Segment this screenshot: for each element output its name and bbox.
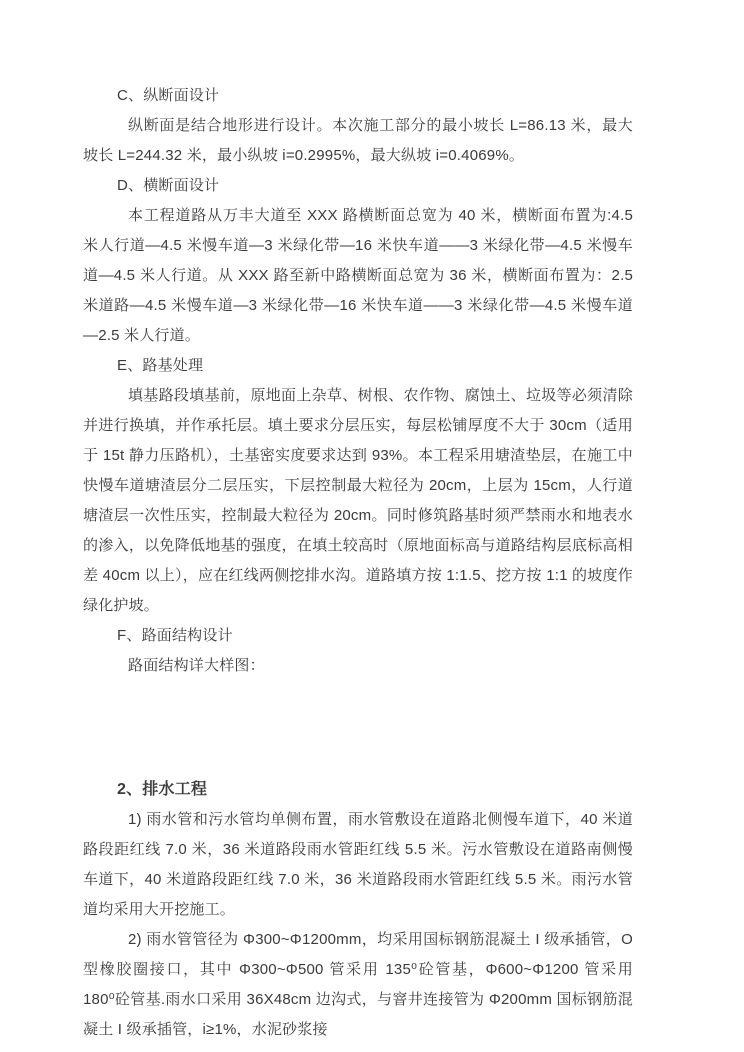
section-heading-cross-section-design: D、横断面设计: [117, 177, 220, 194]
paragraph-drainage-item-2: 2) 雨水管管径为 Φ300~Φ1200mm，均采用国标钢筋混凝土 I 级承插管，O 型橡胶圈接口，其中 Φ300~Φ500 管采用 135⁰砼管基，Φ600~Φ1200 管采用 180⁰砼管基.雨水口采用 36X48cm 边沟式，与窨井连接管为 Φ200mm 国标钢筋混凝土 I 级承插管，i≥1%，水泥砂浆接: [83, 931, 633, 1038]
section-heading-longitudinal-design: C、纵断面设计: [117, 87, 220, 104]
paragraph-subgrade-treatment: 填基路段填基前，原地面上杂草、树根、农作物、腐蚀土、垃圾等必须清除并进行换填，并作承托层。填土要求分层压实，每层松铺厚度不大于 30cm（适用于 15t 静力压路机），土基密实度要求达到 93%。本工程采用塘渣垫层，在施工中快慢车道塘渣层分二层压实，下层控制最大粒径为 20cm，上层为 15cm，人行道塘渣层一次性压实，控制最大粒径为 20cm。同时修筑路基时须严禁雨水和地表水的渗入，以免降低地基的强度，在填土较高时（原地面标高与道路结构层底标高相差 40cm 以上），应在红线两侧挖排水沟。道路填方按 1:1.5、挖方按 1:1 的坡度作绿化护坡。: [83, 387, 633, 614]
section-heading-drainage-works: 2、排水工程: [117, 781, 208, 798]
paragraph-longitudinal-design: 纵断面是结合地形进行设计。本次施工部分的最小坡长 L=86.13 米，最大坡长 L=244.32 米，最小纵坡 i=0.2995%，最大纵坡 i=0.4069%。: [83, 117, 633, 164]
section-heading-subgrade-treatment: E、路基处理: [117, 357, 204, 374]
section-heading-pavement-structure-design: F、路面结构设计: [117, 627, 233, 644]
paragraph-pavement-structure-note: 路面结构详大样图：: [128, 657, 265, 674]
paragraph-drainage-item-1: 1) 雨水管和污水管均单侧布置，雨水管敷设在道路北侧慢车道下，40 米道路段距红线 7.0 米，36 米道路段雨水管距红线 5.5 米。污水管敷设在道路南侧慢车道下，40 米道路段距红线 7.0 米，36 米道路段雨水管距红线 5.5 米。雨污水管道均采用大开挖施工。: [83, 811, 633, 918]
document-body: [83, 81, 633, 1045]
paragraph-cross-section-design: 本工程道路从万丰大道至 XXX 路横断面总宽为 40 米，横断面布置为:4.5 米人行道—4.5 米慢车道—3 米绿化带—16 米快车道——3 米绿化带—4.5 米慢车道—4.5 米人行道。从 XXX 路至新中路横断面总宽为 36 米，横断面布置为：2.5 米道路—4.5 米慢车道—3 米绿化带—16 米快车道——3 米绿化带—4.5 米慢车道—2.5 米人行道。: [83, 207, 633, 344]
